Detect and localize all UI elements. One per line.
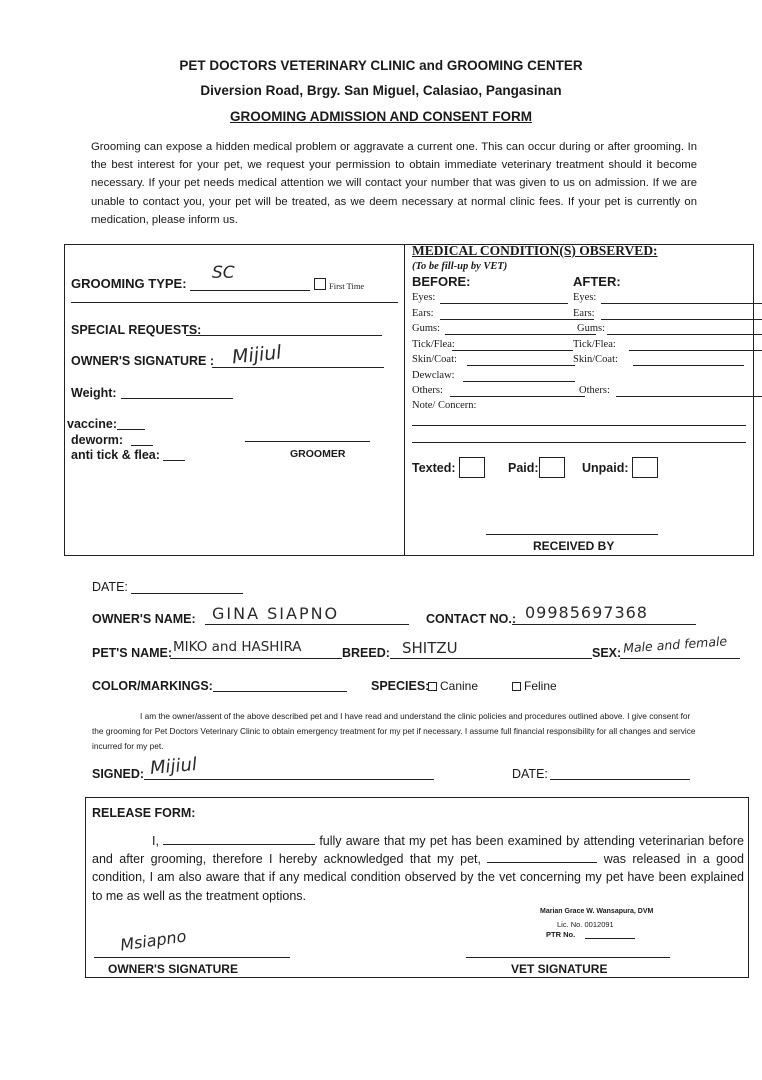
groomer-label: GROOMER: [290, 448, 346, 460]
sex-label: SEX:: [592, 646, 622, 660]
medical-title: MEDICAL CONDITION(S) OBSERVED:: [412, 243, 658, 258]
before-row-label: Dewclaw:: [412, 370, 455, 381]
after-row-field[interactable]: [633, 365, 744, 366]
pet-name-value: MIKO and HASHIRA: [173, 639, 302, 655]
weight-label: Weight:: [71, 386, 117, 400]
after-row-field[interactable]: [601, 319, 762, 320]
release-text-2: fully aware that my pet has been examined by attending veterinarian before and after grooming, therefore I hereby acknowledged that my pet,: [92, 834, 744, 867]
stamp-ptr: PTR No.: [546, 930, 576, 939]
checkbox-icon: [512, 682, 521, 691]
texted-label: Texted:: [412, 461, 456, 475]
release-paragraph: [92, 832, 744, 905]
before-row-field[interactable]: [452, 350, 573, 351]
pet-name-blank[interactable]: [487, 862, 597, 863]
release-title: RELEASE FORM:: [92, 806, 196, 820]
paid-checkbox[interactable]: [539, 457, 565, 478]
color-markings-field[interactable]: [213, 691, 347, 692]
before-row-label: Gums:: [412, 323, 441, 334]
after-row-field[interactable]: [601, 303, 762, 304]
stamp-license: Lic. No. 0012091: [557, 920, 614, 929]
owner-name-blank[interactable]: [163, 844, 315, 845]
received-by-label: RECEIVED BY: [533, 539, 615, 553]
box-divider: [404, 244, 405, 556]
after-heading: AFTER:: [573, 274, 621, 289]
vaccine-label: vaccine:: [67, 417, 118, 431]
form-title: GROOMING ADMISSION AND CONSENT FORM: [230, 109, 532, 124]
grooming-divider: [71, 302, 398, 303]
signed-label: SIGNED:: [92, 767, 145, 781]
signed-field[interactable]: [144, 779, 434, 780]
before-row-field[interactable]: [440, 319, 594, 320]
checkbox-icon: [428, 682, 437, 691]
breed-field[interactable]: [390, 658, 592, 659]
intro-paragraph: Grooming can expose a hidden medical problem or aggravate a current one. This can occur during or after grooming. In the best interest for your pet, we request your permission to obtain immediate veterinary treatment should it become necessary. If your pet needs medical attention we will contact your number that was given to us on admission. If we are unable to contact you, your pet will be treated, as we deem necessary at normal clinic fees. If your pet is currently on medication, please inform us.: [91, 141, 697, 226]
deworm-field[interactable]: [131, 445, 153, 446]
vet-signature-line[interactable]: [466, 957, 670, 958]
clinic-name: PET DOCTORS VETERINARY CLINIC and GROOMING CENTER: [179, 58, 583, 73]
after-row-label: Others:: [579, 385, 610, 396]
ptr-field: [585, 938, 635, 939]
vaccine-field[interactable]: [117, 429, 145, 430]
note-line-2[interactable]: [412, 442, 746, 443]
stamp-name: Marian Grace W. Wansapura, DVM: [540, 908, 654, 915]
after-row-label: Ears:: [573, 308, 595, 319]
release-owner-signature-value: Msiapno: [119, 926, 188, 955]
release-owner-signature-line[interactable]: [94, 957, 290, 958]
consent-text: [92, 709, 700, 754]
sex-value: Male and female: [622, 633, 728, 656]
unpaid-checkbox[interactable]: [632, 457, 658, 478]
anti-tick-field[interactable]: [163, 460, 185, 461]
texted-checkbox[interactable]: [459, 457, 485, 478]
special-requests-label: SPECIAL REQUESTS:: [71, 323, 202, 337]
owner-name-field[interactable]: [205, 624, 409, 625]
owner-name-label: OWNER'S NAME:: [92, 612, 196, 626]
note-line-1[interactable]: [412, 425, 746, 426]
before-heading: BEFORE:: [412, 274, 471, 289]
contact-label: CONTACT NO.:: [426, 612, 517, 626]
canine-option[interactable]: [428, 679, 478, 693]
pet-name-field[interactable]: [170, 658, 342, 659]
owner-signature-value: Mijiul: [230, 341, 283, 369]
after-row-field[interactable]: [616, 396, 762, 397]
medical-subtitle: (To be fill-up by VET): [412, 261, 508, 272]
grooming-type-value: SC: [212, 263, 235, 283]
date-field[interactable]: [131, 593, 243, 594]
breed-label: BREED:: [342, 646, 390, 660]
contact-field[interactable]: [512, 624, 696, 625]
clinic-address: Diversion Road, Brgy. San Miguel, Calasiao, Pangasinan: [200, 83, 562, 98]
weight-field[interactable]: [121, 398, 233, 399]
contact-value: 09985697368: [525, 603, 648, 622]
groomer-signature-line[interactable]: [245, 441, 370, 442]
color-markings-label: COLOR/MARKINGS:: [92, 679, 213, 693]
owner-signature-label: OWNER'S SIGNATURE :: [71, 354, 215, 368]
after-row-field[interactable]: [607, 334, 762, 335]
date2-label: DATE:: [512, 767, 548, 781]
species-label: SPECIES:: [371, 679, 430, 693]
grooming-type-label: GROOMING TYPE:: [71, 276, 187, 291]
after-row-label: Eyes:: [573, 292, 597, 303]
anti-tick-label: anti tick & flea:: [71, 448, 160, 462]
before-row-field[interactable]: [467, 365, 575, 366]
paid-label: Paid:: [508, 461, 539, 475]
breed-value: SHITZU: [402, 639, 458, 657]
before-row-field[interactable]: [463, 381, 575, 382]
before-row-label: Skin/Coat:: [412, 354, 457, 365]
first-time-label: First Time: [329, 281, 365, 291]
grooming-type-field[interactable]: [190, 290, 310, 291]
sex-field[interactable]: [620, 658, 740, 659]
unpaid-label: Unpaid:: [582, 461, 629, 475]
special-requests-field[interactable]: [186, 335, 382, 336]
before-row-field[interactable]: [445, 334, 596, 335]
before-row-label: Ears:: [412, 308, 434, 319]
before-row-label: Tick/Flea:: [412, 339, 455, 350]
after-row-label: Tick/Flea:: [573, 339, 616, 350]
note-label: Note/ Concern:: [412, 400, 477, 411]
consent-text-content: I am the owner/assent of the above described pet and I have read and understand the clinic policies and procedures outlined above. I give consent for the grooming for Pet Doctors Veterinary Clinic to obtain emergency treatment for my pet if necessary. I assume full financial responsibility for all changes and service incurred for my pet.: [92, 711, 696, 751]
before-row-field[interactable]: [440, 303, 568, 304]
release-text-3: was released in a good condition, I am also aware that if any medical condition observed by the vet concerning my pet have been explained to me as well as the treatment options.: [92, 852, 744, 903]
received-by-line[interactable]: [486, 534, 658, 535]
before-row-label: Others:: [412, 385, 443, 396]
owner-name-value: GINA SIAPNO: [212, 604, 340, 623]
feline-option[interactable]: [512, 679, 557, 693]
after-row-field[interactable]: [629, 350, 762, 351]
release-text-1: I,: [152, 834, 159, 848]
vet-signature-label: VET SIGNATURE: [511, 962, 608, 976]
deworm-label: deworm:: [71, 433, 124, 447]
date-label: DATE:: [92, 580, 128, 594]
pet-name-label: PET'S NAME:: [92, 646, 173, 660]
before-row-field[interactable]: [450, 396, 585, 397]
canine-label: Canine: [440, 679, 479, 693]
date2-field[interactable]: [550, 779, 690, 780]
release-owner-signature-label: OWNER'S SIGNATURE: [108, 962, 238, 976]
feline-label: Feline: [524, 679, 557, 693]
before-row-label: Eyes:: [412, 292, 436, 303]
after-row-label: Skin/Coat:: [573, 354, 618, 365]
first-time-checkbox[interactable]: [314, 278, 364, 291]
signed-value: Mijiul: [149, 753, 198, 780]
checkbox-icon: [314, 278, 326, 290]
after-row-label: Gums:: [577, 323, 606, 334]
